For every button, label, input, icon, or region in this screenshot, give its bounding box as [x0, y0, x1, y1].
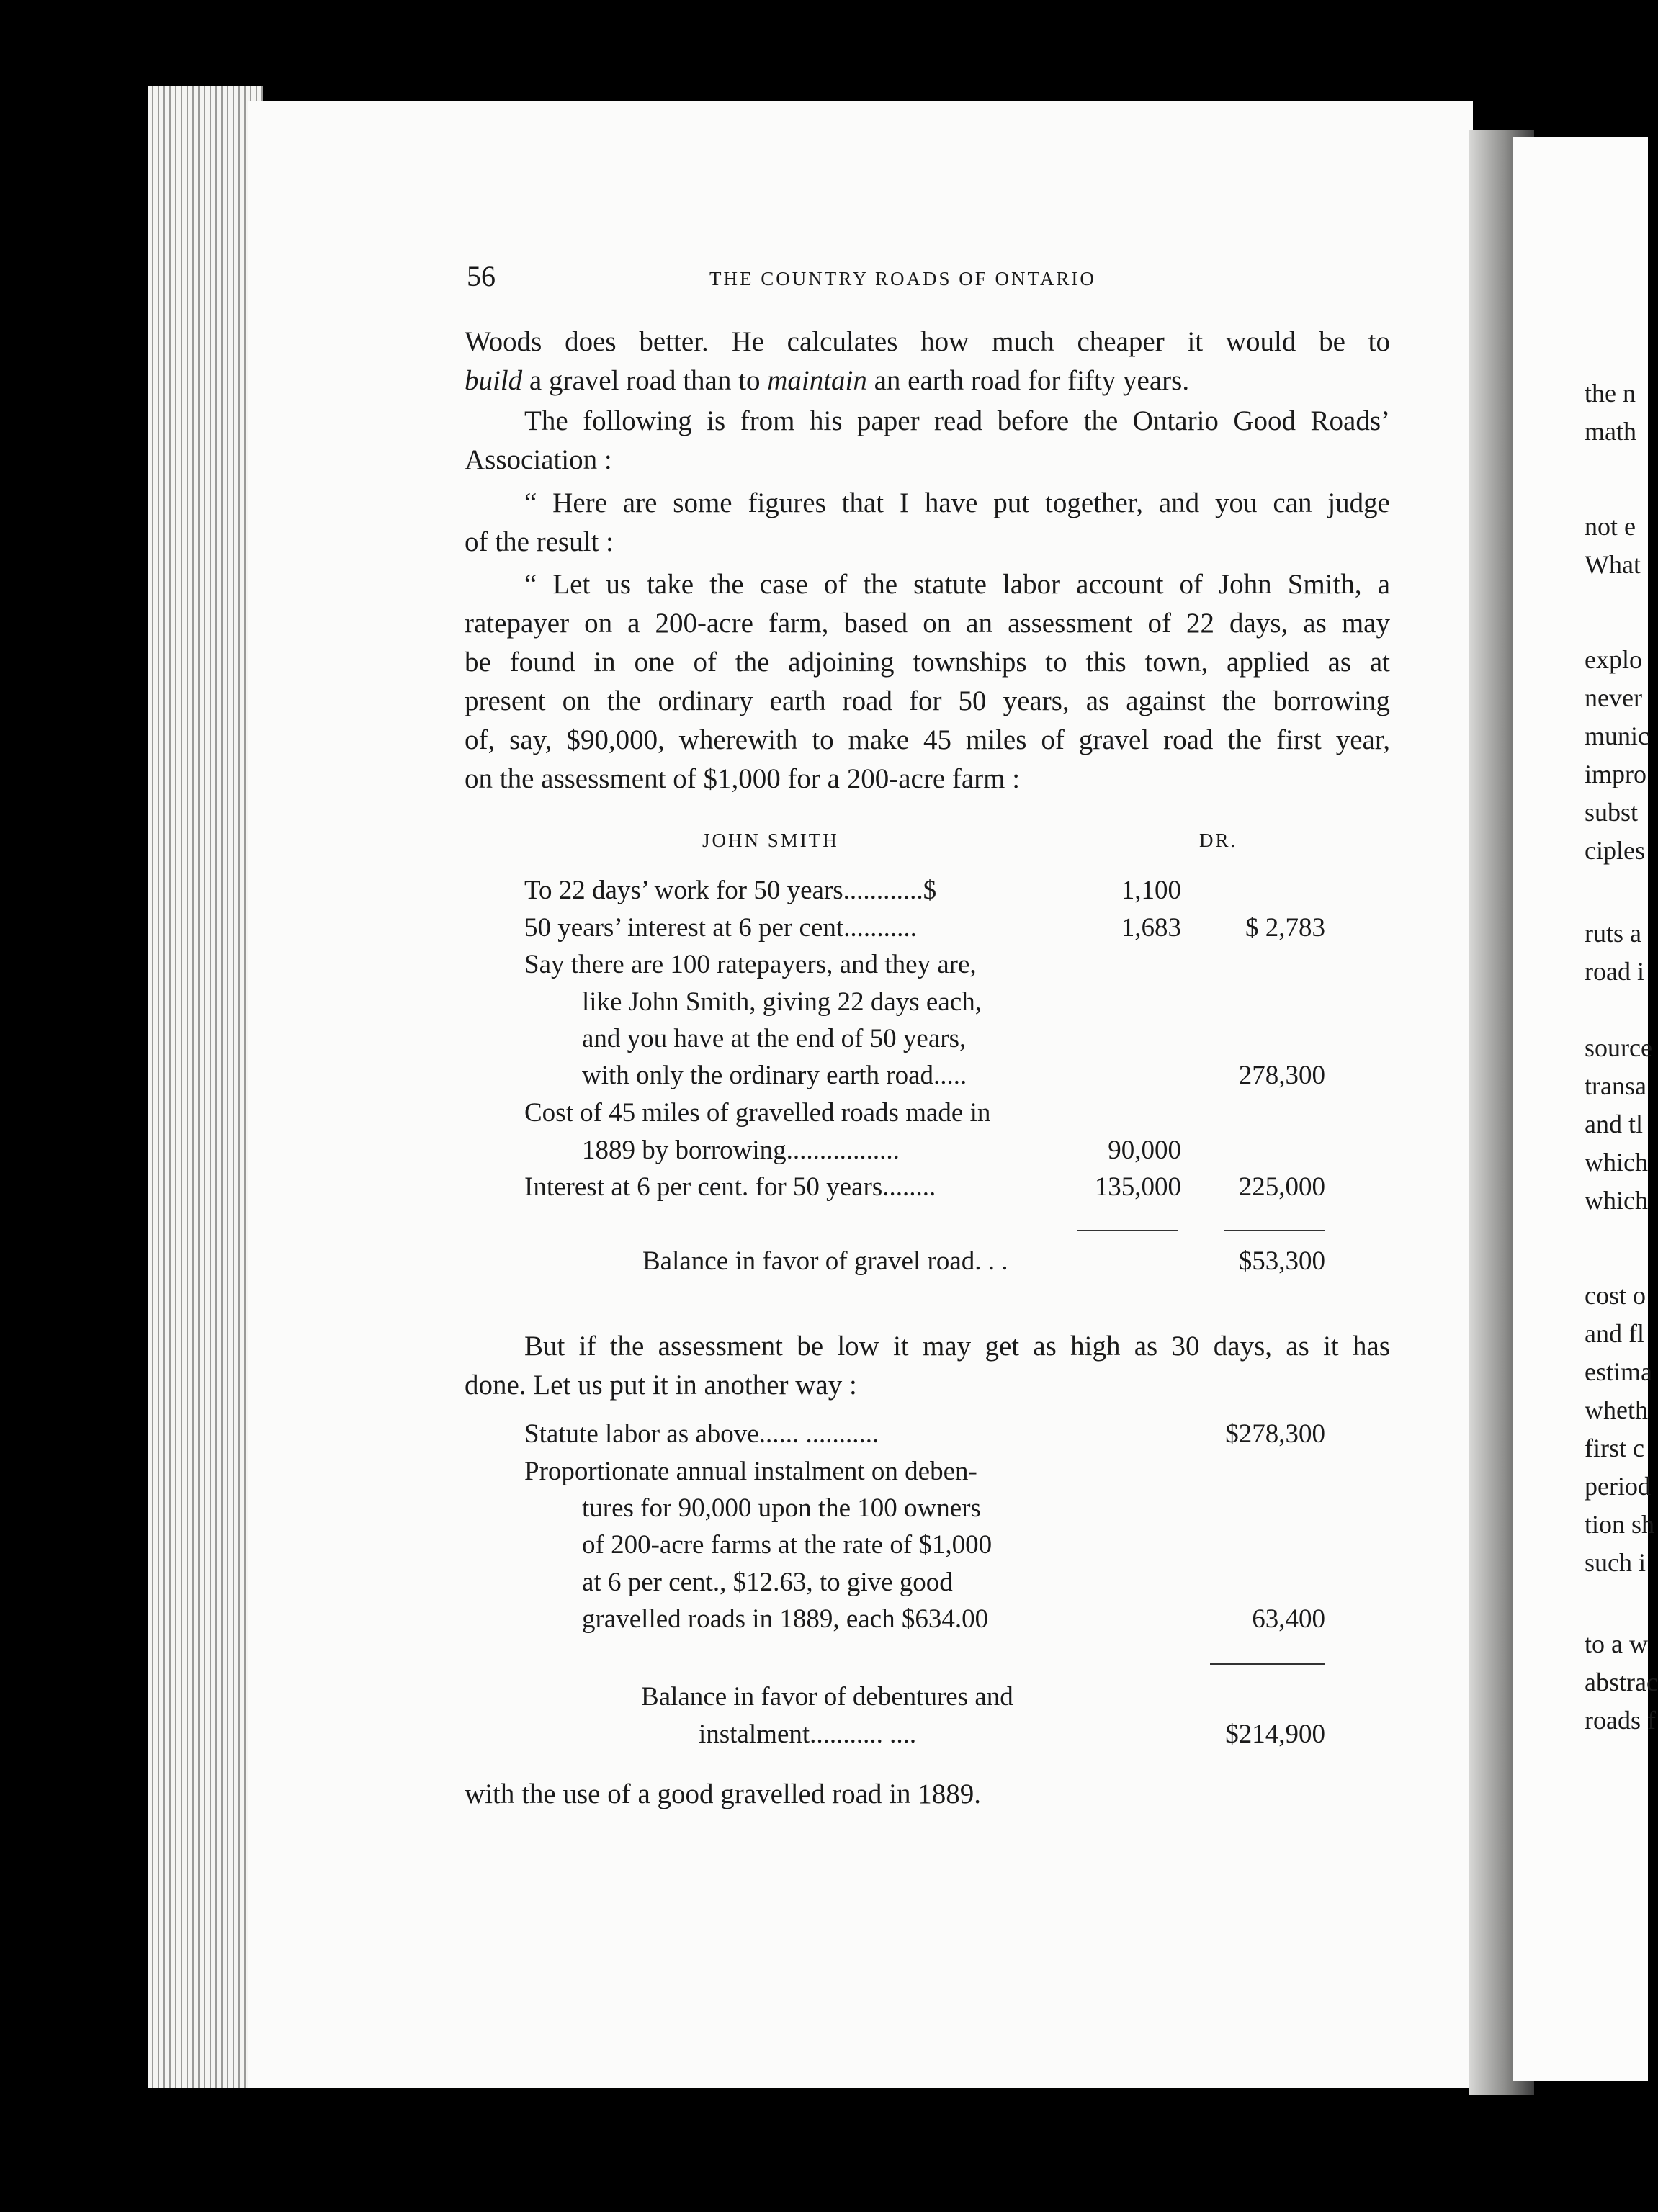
- right-page-fragment: subst: [1585, 798, 1639, 827]
- right-page-fragment: and fl: [1585, 1319, 1644, 1348]
- account-row-c2: 225,000: [1238, 1172, 1325, 1202]
- account-row-value: $278,300: [1225, 1419, 1325, 1449]
- text-line: “ Let us take the case of the statute labor account of John Smith, a: [524, 569, 1390, 600]
- right-page-fragment: road i: [1585, 957, 1644, 986]
- text-line: be found in one of the adjoining townships to this town, applied as at: [465, 647, 1390, 678]
- text-line: The following is from his paper read before the Ontario Good Roads’: [524, 405, 1390, 436]
- right-page-fragment: roads f: [1585, 1706, 1656, 1735]
- account-row-label: Proportionate annual instalment on deben-: [524, 1457, 977, 1486]
- account-row-label: Cost of 45 miles of gravelled roads made in: [524, 1098, 991, 1128]
- account-name: JOHN SMITH: [702, 830, 839, 851]
- text-line: Woods does better. He calculates how much cheaper it would be to: [465, 326, 1390, 357]
- account-row-c1: 1,100: [1121, 876, 1181, 905]
- right-page-fragment: the n: [1585, 379, 1636, 408]
- right-page-fragment: first c: [1585, 1434, 1644, 1462]
- balance-value: $53,300: [1238, 1246, 1325, 1276]
- emphasis: build: [465, 365, 523, 396]
- account-row-label: Interest at 6 per cent. for 50 years........: [524, 1172, 936, 1202]
- closing-line: with the use of a good gravelled road in 1889.: [465, 1779, 981, 1809]
- sum-rule: [1077, 1230, 1178, 1231]
- right-page-fragment: source: [1585, 1033, 1652, 1062]
- right-page-fragment: never: [1585, 683, 1642, 712]
- right-page-fragment: ruts a: [1585, 919, 1641, 948]
- account-row-label: of 200-acre farms at the rate of $1,000: [582, 1530, 992, 1560]
- right-page-fragment: impro: [1585, 760, 1646, 788]
- running-head: THE COUNTRY ROADS OF ONTARIO: [709, 268, 1096, 289]
- account-dr: DR.: [1199, 830, 1238, 851]
- account-row-label: 50 years’ interest at 6 per cent...........: [524, 913, 917, 943]
- account-row-label: with only the ordinary earth road.....: [582, 1061, 967, 1090]
- right-page-fragment: explo: [1585, 645, 1642, 674]
- account-row-label: tures for 90,000 upon the 100 owners: [582, 1493, 981, 1523]
- account-row-c1: 1,683: [1121, 913, 1181, 943]
- right-page-fragment: ciples: [1585, 836, 1645, 865]
- text-line: But if the assessment be low it may get as high as 30 days, as it has: [524, 1331, 1390, 1362]
- right-page-fragment: estima: [1585, 1357, 1652, 1386]
- right-page-fragment: tion sh: [1585, 1510, 1655, 1539]
- account-row-label: like John Smith, giving 22 days each,: [582, 987, 982, 1017]
- page-stack-edge: [148, 86, 263, 2088]
- text-line: ratepayer on a 200-acre farm, based on an assessment of 22 days, as may: [465, 608, 1390, 639]
- account-row-c2: $ 2,783: [1245, 913, 1325, 943]
- balance-label: Balance in favor of gravel road. . .: [642, 1246, 1008, 1276]
- right-page-fragment: cost o: [1585, 1281, 1646, 1310]
- text-line: of, say, $90,000, wherewith to make 45 miles of gravel road the first year,: [465, 724, 1390, 755]
- balance-label: instalment........... ....: [699, 1719, 917, 1749]
- sum-rule: [1224, 1230, 1325, 1231]
- right-page-fragment: and tl: [1585, 1110, 1643, 1138]
- text-line: done. Let us put it in another way :: [465, 1370, 857, 1401]
- account-row-label: and you have at the end of 50 years,: [582, 1024, 967, 1053]
- account-row-label: Say there are 100 ratepayers, and they are,: [524, 950, 977, 979]
- right-page-fragment: abstrac: [1585, 1668, 1658, 1696]
- text-fragment: an earth road for fifty years.: [874, 365, 1190, 396]
- page-number: 56: [467, 260, 496, 292]
- text-fragment: a gravel road than to: [529, 365, 761, 396]
- text-line: on the assessment of $1,000 for a 200-acre farm :: [465, 763, 1021, 794]
- text-line: [465, 361, 1390, 400]
- emphasis: maintain: [767, 365, 867, 396]
- right-page-fragment: math: [1585, 417, 1636, 446]
- right-page-fragment: which: [1585, 1186, 1648, 1215]
- account-row-c1: 135,000: [1094, 1172, 1181, 1202]
- account-row-value: 63,400: [1252, 1604, 1325, 1634]
- right-page-fragment: period: [1585, 1472, 1651, 1501]
- balance-value: $214,900: [1225, 1719, 1325, 1749]
- right-page-fragment: wheth: [1585, 1395, 1648, 1424]
- sum-rule: [1210, 1663, 1325, 1665]
- account-row-label: 1889 by borrowing.................: [582, 1136, 900, 1165]
- account-row-c1: 90,000: [1108, 1136, 1181, 1165]
- account-row-label: at 6 per cent., $12.63, to give good: [582, 1568, 953, 1597]
- account-row-label: Statute labor as above...... ...........: [524, 1419, 879, 1449]
- text-line: present on the ordinary earth road for 50 years, as against the borrowing: [465, 685, 1390, 716]
- right-page-fragment: to a w: [1585, 1629, 1648, 1658]
- account-row-label: gravelled roads in 1889, each $634.00: [582, 1604, 989, 1634]
- right-page-fragment: which: [1585, 1148, 1648, 1177]
- account-row-label: To 22 days’ work for 50 years............$: [524, 876, 937, 905]
- right-page-fragment: not e: [1585, 512, 1636, 541]
- right-page-fragment: such i: [1585, 1548, 1646, 1577]
- text-line: Association :: [465, 444, 612, 475]
- right-page-fragment: transa: [1585, 1071, 1646, 1100]
- balance-label: Balance in favor of debentures and: [641, 1682, 1013, 1712]
- account-row-c2: 278,300: [1238, 1061, 1325, 1090]
- text-line: of the result :: [465, 526, 614, 557]
- text-line: “ Here are some figures that I have put together, and you can judge: [524, 487, 1390, 518]
- right-page-fragment: munic: [1585, 721, 1649, 750]
- right-page-fragment: What: [1585, 550, 1641, 579]
